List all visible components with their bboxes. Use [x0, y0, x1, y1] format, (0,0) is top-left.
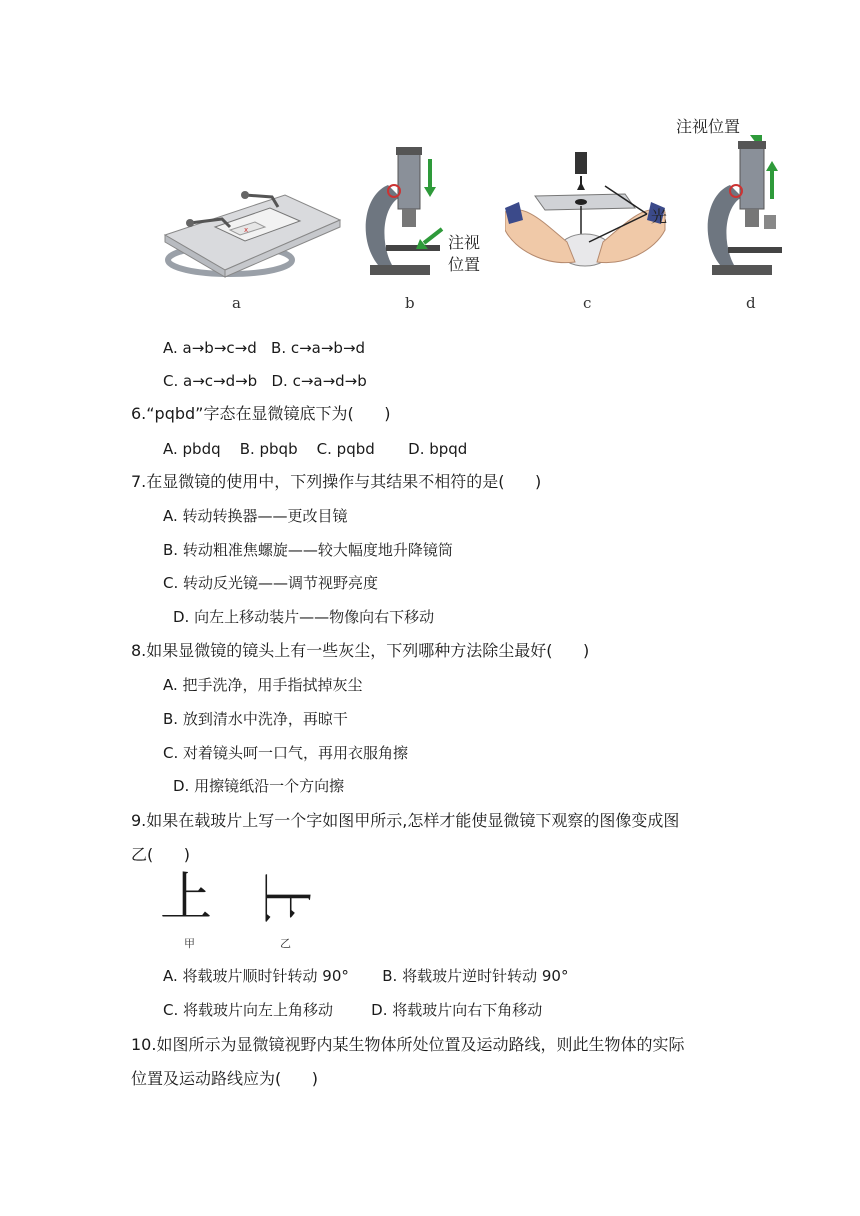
figure-label-a: a — [232, 294, 241, 312]
q10-stem-line1: 10.如图所示为显微镜视野内某生物体所处位置及运动路线，则此生物体的实际 — [131, 1035, 685, 1054]
q9-caption-yi: 乙 — [280, 937, 291, 950]
q9-options-cd: C. 将载玻片向左上角移动 D. 将载玻片向右下角移动 — [163, 1001, 543, 1019]
q9-glyph-yi: 上 — [254, 872, 314, 925]
q9-options-ab: A. 将载玻片顺时针转动 90° B. 将载玻片逆时针转动 90° — [163, 967, 569, 985]
figure-c-adjusting-mirror — [505, 150, 675, 280]
figure-label-b: b — [405, 294, 415, 312]
q7-option-a: A. 转动转换器——更改目镜 — [163, 507, 348, 525]
figure-label-d: d — [746, 294, 756, 312]
q10-stem-line2: 位置及运动路线应为( ) — [131, 1069, 319, 1088]
q8-option-b: B. 放到清水中洗净，再晾干 — [163, 710, 348, 728]
q9-glyph-jia: 上 — [160, 868, 213, 928]
callout-c-light: 光 — [651, 207, 668, 226]
figure-label-c: c — [583, 294, 592, 312]
q8-stem: 8.如果显微镜的镜头上有一些灰尘，下列哪种方法除尘最好( ) — [131, 641, 590, 660]
q7-option-c: C. 转动反光镜——调节视野亮度 — [163, 574, 379, 592]
q6-stem: 6.“pqbd”字态在显微镜底下为( ) — [131, 404, 391, 423]
q5-options-ab: A. a→b→c→d B. c→a→b→d — [163, 339, 366, 357]
q8-option-d: D. 用擦镜纸沿一个方向擦 — [173, 777, 345, 795]
svg-text:x: x — [244, 226, 249, 234]
figure-b-microscope-lowering — [358, 145, 448, 285]
q9-caption-jia: 甲 — [184, 937, 195, 950]
q7-option-d: D. 向左上移动装片——物像向右下移动 — [173, 608, 435, 626]
figure-d-microscope-raising — [700, 135, 790, 285]
figure-a-slide-on-stage — [160, 175, 345, 285]
callout-b-watch-position: 注视 位置 — [448, 233, 481, 274]
q8-option-a: A. 把手洗净，用手指拭掉灰尘 — [163, 676, 363, 694]
q8-option-c: C. 对着镜头呵一口气，再用衣服角擦 — [163, 744, 409, 762]
q6-options: A. pbdq B. pbqb C. pqbd D. bpqd — [163, 440, 468, 458]
q7-option-b: B. 转动粗准焦螺旋——较大幅度地升降镜筒 — [163, 541, 453, 559]
callout-d-watch-position: 注视位置 — [676, 117, 741, 136]
q7-stem: 7.在显微镜的使用中，下列操作与其结果不相符的是( ) — [131, 472, 542, 491]
q9-stem-line2: 乙( ) — [131, 845, 191, 864]
q5-options-cd: C. a→c→d→b D. c→a→d→b — [163, 372, 367, 390]
q9-stem-line1: 9.如果在载玻片上写一个字如图甲所示,怎样才能使显微镜下观察的图像变成图 — [131, 811, 680, 830]
